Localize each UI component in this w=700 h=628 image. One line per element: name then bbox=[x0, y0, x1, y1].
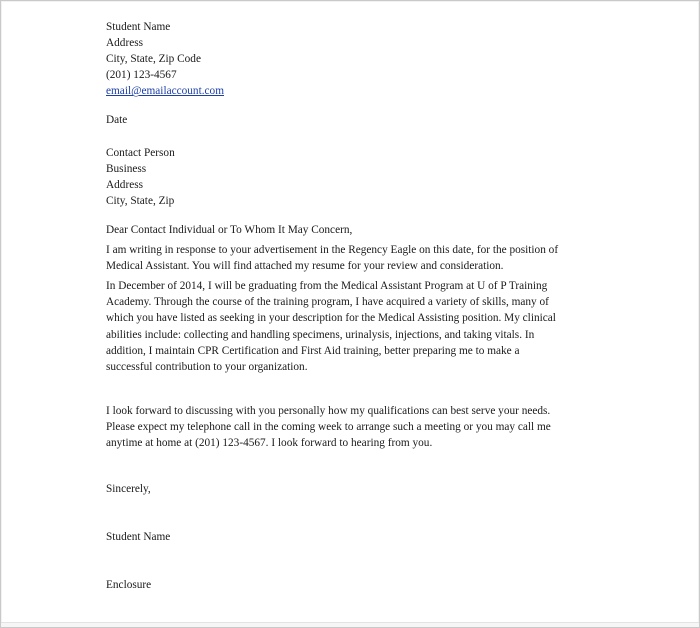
cover-letter bbox=[106, 19, 606, 593]
paragraph-3 bbox=[106, 403, 606, 451]
paragraph-line: abilities include: collecting and handling specimens, urinalysis, injections, and taking vitals. In bbox=[106, 328, 535, 341]
paragraph-line: addition, I maintain CPR Certification and First Aid training, better preparing me to make a bbox=[106, 344, 520, 357]
recipient-block bbox=[106, 145, 606, 209]
sender-email-link[interactable]: email@emailaccount.com bbox=[106, 85, 224, 98]
paragraph-line: Please expect my telephone call in the coming week to arrange such a meeting or you may call me bbox=[106, 420, 551, 433]
sender-city-state-zip: City, State, Zip Code bbox=[106, 53, 201, 66]
paragraph-line: I am writing in response to your advertisement in the Regency Eagle on this date, for the position of bbox=[106, 244, 559, 257]
salutation: Dear Contact Individual or To Whom It May Concern, bbox=[106, 223, 353, 236]
sender-block bbox=[106, 19, 606, 99]
recipient-city-state-zip: City, State, Zip bbox=[106, 194, 175, 207]
paragraph-line: Medical Assistant. You will find attached my resume for your review and consideration. bbox=[106, 260, 504, 273]
paragraph-2 bbox=[106, 278, 606, 375]
sender-phone: (201) 123-4567 bbox=[106, 69, 177, 82]
paragraph-line: anytime at home at (201) 123-4567. I look forward to hearing from you. bbox=[106, 436, 433, 449]
enclosure-note: Enclosure bbox=[106, 579, 152, 592]
letter-date: Date bbox=[106, 114, 128, 127]
paragraph-line: which you have listed as seeking in your description for the Medical Assisting position. My clinical bbox=[106, 312, 556, 325]
paragraph-line: Academy. Through the course of the training program, I have acquired a variety of skills, many of bbox=[106, 296, 549, 309]
sender-address: Address bbox=[106, 37, 144, 50]
sender-name: Student Name bbox=[106, 21, 171, 33]
signature-name: Student Name bbox=[106, 531, 171, 544]
paragraph-line: successful contribution to your organization. bbox=[106, 360, 308, 373]
closing: Sincerely, bbox=[106, 483, 151, 496]
paragraph-line: In December of 2014, I will be graduating from the Medical Assistant Program at U of P Training bbox=[106, 280, 548, 293]
recipient-contact: Contact Person bbox=[106, 146, 175, 159]
paragraph-1 bbox=[106, 242, 606, 274]
recipient-business: Business bbox=[106, 162, 147, 175]
paragraph-line: I look forward to discussing with you personally how my qualifications can best serve your needs. bbox=[106, 404, 551, 417]
recipient-address: Address bbox=[106, 178, 144, 191]
